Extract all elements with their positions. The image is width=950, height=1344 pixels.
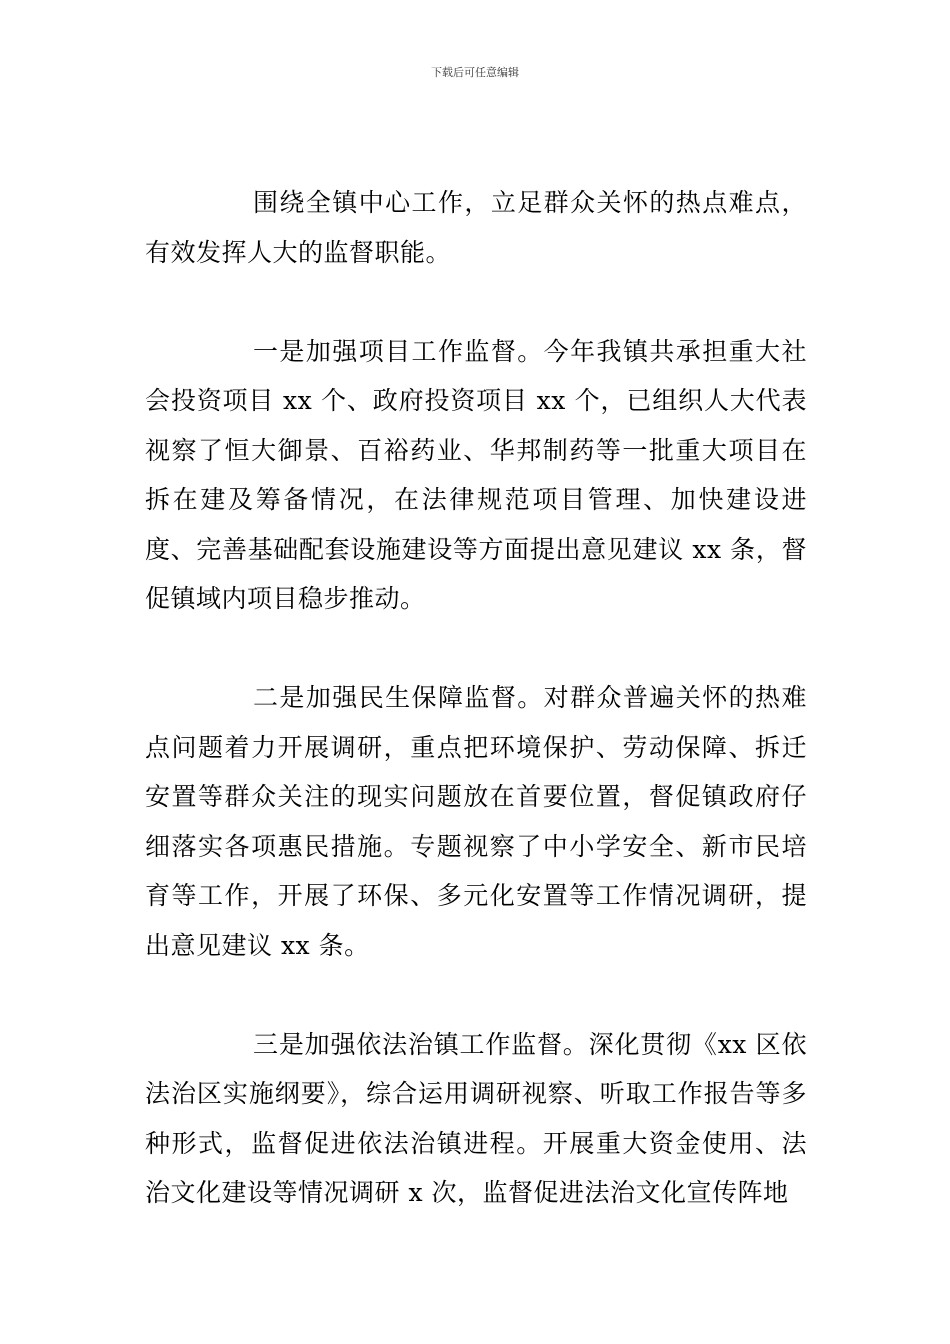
page-header: 下载后可任意编辑	[431, 66, 519, 79]
paragraph-rule-of-law-supervision: 三是加强依法治镇工作监督。深化贯彻《xx 区依法治区实施纲要》，综合运用调研视察、听取工作报告等多种形式，监督促进依法治镇进程。开展重大资金使用、法治文化建设等情况调研 x 次，监督促进法治文化宣传阵地	[145, 1029, 807, 1207]
paragraph-livelihood-supervision: 二是加强民生保障监督。对群众普遍关怀的热难点问题着力开展调研，重点把环境保护、劳动保障、拆迁安置等群众关注的现实问题放在首要位置，督促镇政府仔细落实各项惠民措施。专题视察了中小学安全、新市民培育等工作，开展了环保、多元化安置等工作情况调研，提出意见建议 xx 条。	[145, 683, 807, 960]
document-body	[145, 178, 807, 1218]
paragraph-intro: 围绕全镇中心工作，立足群众关怀的热点难点，有效发挥人大的监督职能。	[145, 188, 807, 267]
paragraph-project-supervision: 一是加强项目工作监督。今年我镇共承担重大社会投资项目 xx 个、政府投资项目 xx 个，已组织人大代表视察了恒大御景、百裕药业、华邦制药等一批重大项目在拆在建及筹备情况，在法律规范项目管理、加快建设进度、完善基础配套设施建设等方面提出意见建议 xx 条，督促镇域内项目稳步推动。	[145, 336, 807, 613]
